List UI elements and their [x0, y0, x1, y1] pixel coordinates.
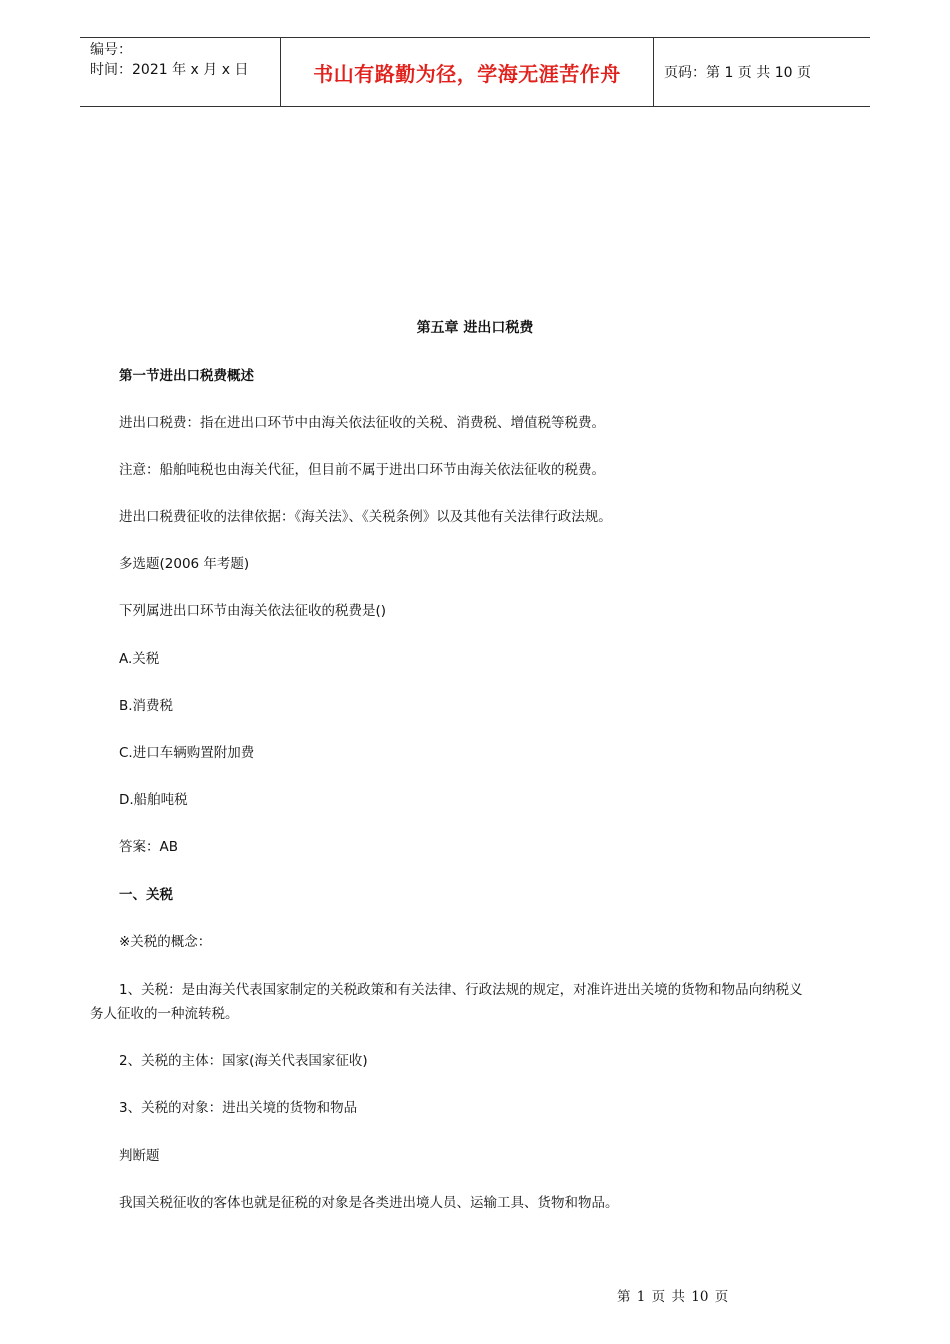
motto-text: 书山有路勤为径，学海无涯苦作舟	[313, 61, 621, 86]
header-motto-cell	[281, 38, 654, 106]
section-title: 第一节进出口税费概述	[119, 368, 254, 384]
judge-label: 判断题	[119, 1148, 160, 1164]
question-text: 下列属进出口环节由海关依法征收的税费是()	[119, 603, 387, 619]
question-type: 多选题(2006 年考题)	[119, 556, 250, 572]
definition-2: 2、关税的主体：国家(海关代表国家征收)	[119, 1053, 368, 1069]
number-label: 编号：	[90, 42, 132, 58]
definition-3: 3、关税的对象：进出关境的货物和物品	[119, 1100, 358, 1116]
page-info: 页码：第 1 页 共 10 页	[664, 65, 811, 81]
paragraph-legal-basis: 进出口税费征收的法律依据：《海关法》、《关税条例》以及其他有关法律行政法规。	[119, 509, 612, 525]
header-meta-cell	[80, 38, 281, 106]
option-a: A.关税	[119, 651, 160, 667]
option-d: D.船舶吨税	[119, 792, 188, 808]
paragraph-note: 注意：船舶吨税也由海关代征，但目前不属于进出口环节由海关依法征收的税费。	[119, 462, 605, 478]
page-footer: 第 1 页 共 10 页	[617, 1289, 729, 1305]
paragraph-definition: 进出口税费：指在进出口环节中由海关依法征收的关税、消费税、增值税等税费。	[119, 415, 605, 431]
time-label: 时间：2021 年 x 月 x 日	[90, 62, 249, 78]
concept-heading: ※关税的概念：	[119, 934, 212, 950]
judge-text: 我国关税征收的客体也就是征税的对象是各类进出境人员、运输工具、货物和物品。	[119, 1195, 619, 1211]
definition-1-line-2: 务人征收的一种流转税。	[90, 1006, 239, 1022]
option-b: B.消费税	[119, 698, 174, 714]
chapter-title: 第五章 进出口税费	[416, 320, 534, 336]
definition-1-line-1: 1、关税：是由海关代表国家制定的关税政策和有关法律、行政法规的规定，对准许进出关境的货物和物品向纳税义	[119, 982, 803, 998]
header-table	[80, 37, 870, 107]
answer-text: 答案：AB	[119, 839, 178, 855]
option-c: C.进口车辆购置附加费	[119, 745, 255, 761]
header-page-cell	[654, 38, 870, 106]
subsection-title: 一、关税	[119, 887, 173, 903]
